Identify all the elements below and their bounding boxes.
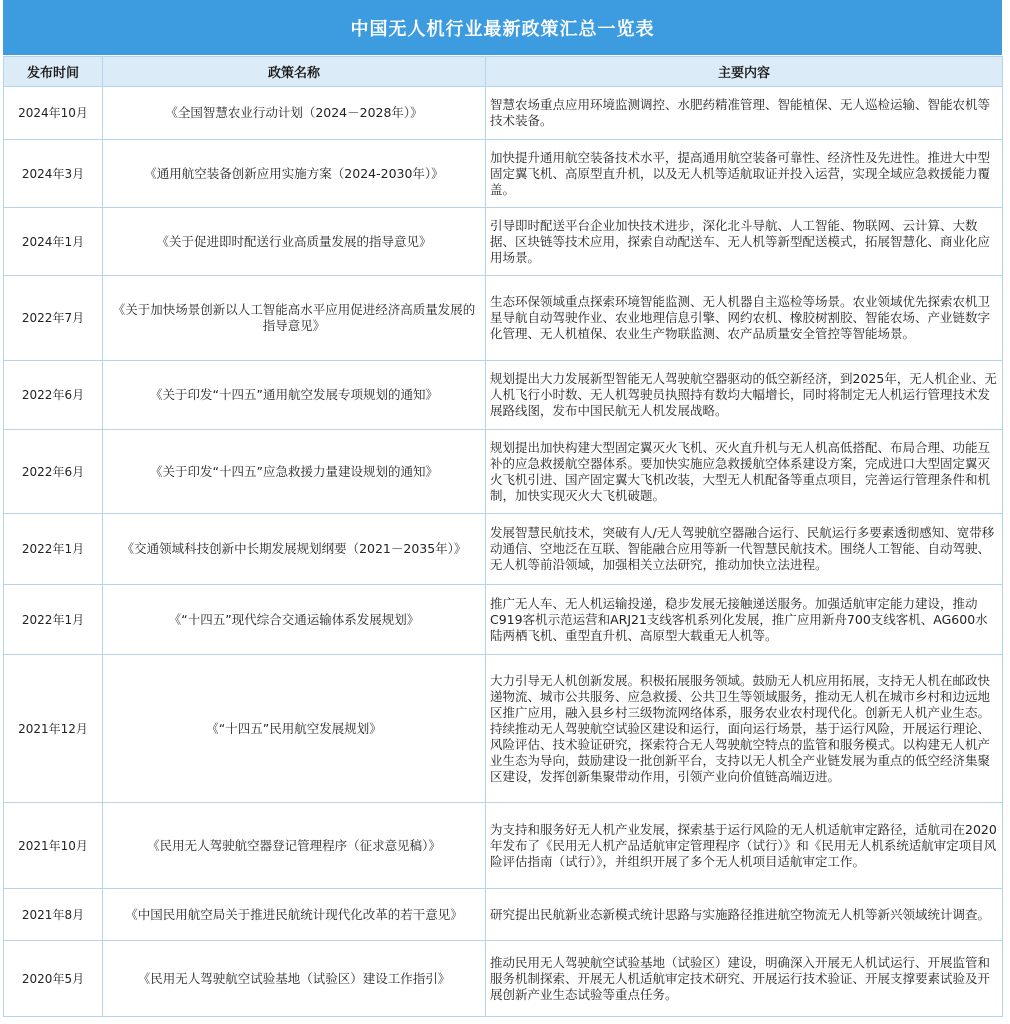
row-date: 2021年8月 [4, 889, 103, 941]
header-row [4, 57, 1003, 87]
row-policy-name: 《全国智慧农业行动计划（2024－2028年）》 [103, 87, 486, 140]
row-policy-name: 《中国民用航空局关于推进民航统计现代化改革的若干意见》 [103, 889, 486, 941]
header-name: 政策名称 [103, 57, 486, 87]
row-policy-name: 《“十四五”民用航空发展规划》 [103, 655, 486, 803]
table-row [4, 803, 1003, 889]
row-date: 2022年6月 [4, 361, 103, 430]
row-content: 加快提升通用航空装备技术水平，提高通用航空装备可靠性、经济性及先进性。推进大中型固定翼飞机、高原型直升机，以及无人机等适航取证并投入运营，实现全域应急救援能力覆盖。 [486, 140, 1003, 208]
row-date: 2020年5月 [4, 941, 103, 1017]
table-row [4, 361, 1003, 430]
table-row [4, 430, 1003, 514]
row-date: 2022年1月 [4, 585, 103, 655]
row-content: 研究提出民航新业态新模式统计思路与实施路径推进航空物流无人机等新兴领域统计调查。 [486, 889, 1003, 941]
row-content: 引导即时配送平台企业加快技术进步，深化北斗导航、人工智能、物联网、云计算、大数据、区块链等技术应用，探索自动配送车、无人机等新型配送模式，拓展智慧化、商业化应用场景。 [486, 208, 1003, 276]
table-row [4, 276, 1003, 361]
table-row [4, 208, 1003, 276]
policy-table [3, 56, 1003, 1017]
row-content: 规划提出加快构建大型固定翼灭火飞机、灭火直升机与无人机高低搭配、布局合理、功能互补的应急救援航空器体系。要加快实施应急救援航空体系建设方案，完成进口大型固定翼灭火飞机引进、国产固定翼大飞机改装，大型无人机配备等重点项目，完善运行管理条件和机制，加快实现灭火大飞机破题。 [486, 430, 1003, 514]
row-date: 2022年7月 [4, 276, 103, 361]
row-policy-name: 《关于印发“十四五”应急救援力量建设规划的通知》 [103, 430, 486, 514]
row-date: 2022年1月 [4, 514, 103, 585]
row-date: 2021年12月 [4, 655, 103, 803]
row-policy-name: 《通用航空装备创新应用实施方案（2024-2030年）》 [103, 140, 486, 208]
row-policy-name: 《关于加快场景创新以人工智能高水平应用促进经济高质量发展的指导意见》 [103, 276, 486, 361]
row-policy-name: 《交通领域科技创新中长期发展规划纲要（2021－2035年）》 [103, 514, 486, 585]
row-policy-name: 《关于印发“十四五”通用航空发展专项规划的通知》 [103, 361, 486, 430]
table-row [4, 87, 1003, 140]
row-policy-name: 《“十四五”现代综合交通运输体系发展规划》 [103, 585, 486, 655]
row-content: 推广无人车、无人机运输投递，稳步发展无接触递送服务。加强适航审定能力建设，推动C919客机示范运营和ARJ21支线客机系列化发展，推广应用新舟700支线客机、AG600水陆两栖飞机、重型直升机、高原型大载重无人机等。 [486, 585, 1003, 655]
row-policy-name: 《民用无人驾驶航空试验基地（试验区）建设工作指引》 [103, 941, 486, 1017]
row-content: 发展智慧民航技术，突破有人/无人驾驶航空器融合运行、民航运行多要素透彻感知、宽带移动通信、空地泛在互联、智能融合应用等新一代智慧民航技术。围绕人工智能、自动驾驶、无人机等前沿领域，加强相关立法研究，推动加快立法进程。 [486, 514, 1003, 585]
row-policy-name: 《关于促进即时配送行业高质量发展的指导意见》 [103, 208, 486, 276]
table-row [4, 140, 1003, 208]
row-content: 为支持和服务好无人机产业发展，探索基于运行风险的无人机适航审定路径，适航司在2020年发布了《民用无人机产品适航审定管理程序（试行）》和《民用无人机系统适航审定项目风险评估指南（试行）》，并组织开展了多个无人机项目适航审定工作。 [486, 803, 1003, 889]
row-content: 大力引导无人机创新发展。积极拓展服务领域。鼓励无人机应用拓展，支持无人机在邮政快递物流、城市公共服务、应急救援、公共卫生等领域服务，推动无人机在城市乡村和边远地区推广应用，融入县乡村三级物流网络体系，服务农业农村现代化。创新无人机产业生态。持续推动无人驾驶航空试验区建设和运行，面向运行场景，基于运行风险，开展运行理论、风险评估、技术验证研究，探索符合无人驾驶航空特点的监管和服务模式。以构建无人机产业生态为导向，鼓励建设一批创新平台，支持以无人机全产业链发展为重点的低空经济集聚区建设，发挥创新集聚带动作用，引领产业向价值链高端迈进。 [486, 655, 1003, 803]
table-row [4, 514, 1003, 585]
row-policy-name: 《民用无人驾驶航空器登记管理程序（征求意见稿）》 [103, 803, 486, 889]
row-content: 生态环保领域重点探索环境智能监测、无人机器自主巡检等场景。农业领域优先探索农机卫星导航自动驾驶作业、农业地理信息引擎、网约农机、橡胶树割胶、智能农场、产业链数字化管理、无人机植保、农业生产物联监测、农产品质量安全管控等智能场景。 [486, 276, 1003, 361]
table-row [4, 889, 1003, 941]
row-content: 智慧农场重点应用环境监测调控、水肥药精准管理、智能植保、无人巡检运输、智能农机等技术装备。 [486, 87, 1003, 140]
row-date: 2024年10月 [4, 87, 103, 140]
table-row [4, 655, 1003, 803]
row-content: 规划提出大力发展新型智能无人驾驶航空器驱动的低空新经济，到2025年，无人机企业、无人机飞行小时数、无人机驾驶员执照持有数均大幅增长，同时将制定无人机运行管理技术发展路线图，发布中国民航无人机发展战略。 [486, 361, 1003, 430]
row-date: 2024年1月 [4, 208, 103, 276]
header-content: 主要内容 [486, 57, 1003, 87]
table-row [4, 585, 1003, 655]
row-date: 2024年3月 [4, 140, 103, 208]
header-date: 发布时间 [4, 57, 103, 87]
table-title: 中国无人机行业最新政策汇总一览表 [3, 0, 1002, 55]
row-date: 2022年6月 [4, 430, 103, 514]
table-row [4, 941, 1003, 1017]
row-date: 2021年10月 [4, 803, 103, 889]
row-content: 推动民用无人驾驶航空试验基地（试验区）建设，明确深入开展无人机试运行、开展监管和服务机制探索、开展无人机适航审定技术研究、开展运行技术验证、开展支撑要素试验及开展创新产业生态试验等重点任务。 [486, 941, 1003, 1017]
